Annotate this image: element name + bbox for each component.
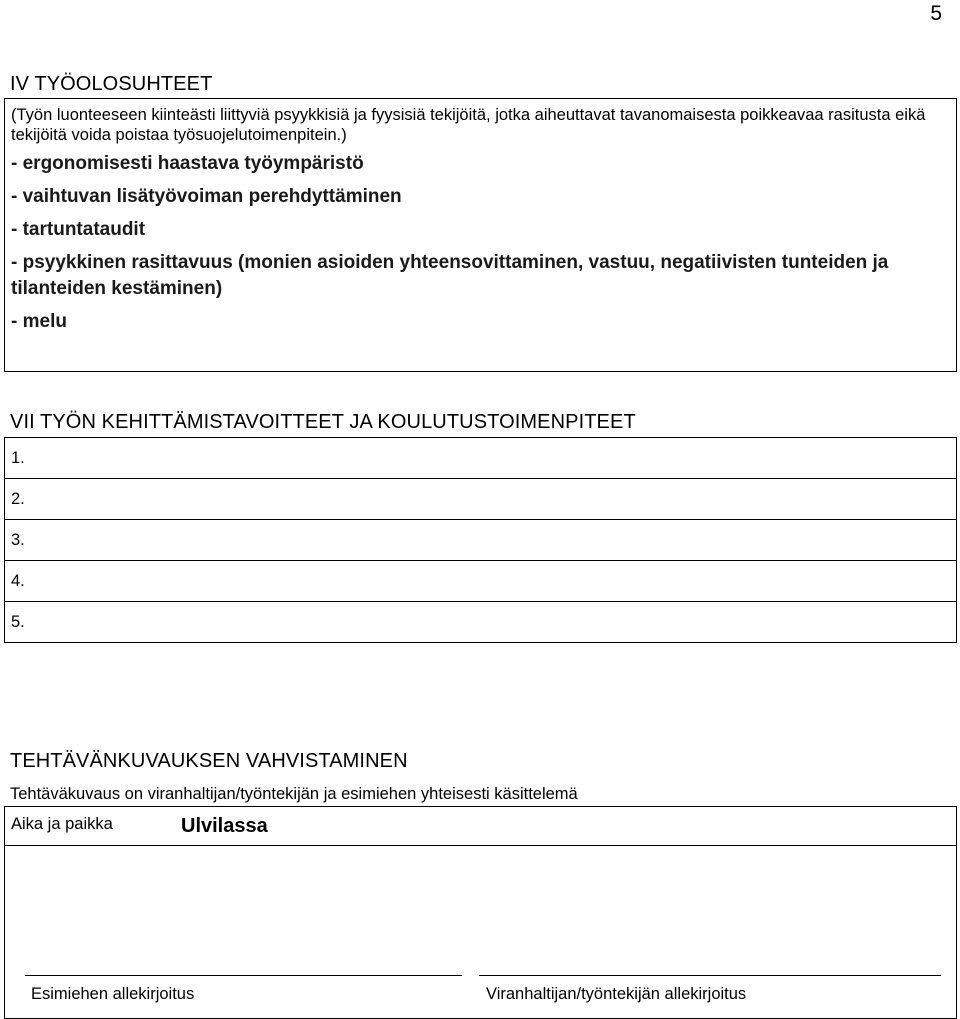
development-goal-row-1[interactable]: 1. — [4, 437, 957, 479]
list-item: - psyykkinen rasittavuus (monien asioiden yhteensovittaminen, vastuu, negatiivisten tunteiden ja tilanteiden kestäminen) — [11, 252, 889, 299]
development-goal-row-4[interactable]: 4. — [4, 560, 957, 602]
page-number: 5 — [930, 2, 942, 25]
employee-signature-label: Viranhaltijan/työntekijän allekirjoitus — [486, 985, 747, 1003]
supervisor-signature-label: Esimiehen allekirjoitus — [31, 985, 195, 1003]
working-conditions-intro: (Työn luonteeseen kiinteästi liittyviä psyykkisiä ja fyysisiä tekijöitä, jotka aiheuttavat tavanomaisesta poikkeavaa rasitusta eikä tekijöitä voida poistaa työsuojelutoimenpitein.) — [11, 106, 926, 144]
time-and-place-field[interactable] — [4, 806, 957, 846]
list-item: - vaihtuvan lisätyövoiman perehdyttäminen — [11, 186, 402, 207]
time-and-place-label: Aika ja paikka — [11, 815, 113, 833]
confirmation-title: TEHTÄVÄNKUVAUKSEN VAHVISTAMINEN — [10, 750, 408, 772]
list-item: - tartuntataudit — [11, 219, 146, 240]
supervisor-signature-line[interactable] — [25, 975, 462, 976]
development-goal-row-2[interactable]: 2. — [4, 478, 957, 520]
development-goal-row-3[interactable]: 3. — [4, 519, 957, 561]
development-goal-row-5[interactable]: 5. — [4, 601, 957, 643]
section-vii-title: VII TYÖN KEHITTÄMISTAVOITTEET JA KOULUTUSTOIMENPITEET — [10, 411, 636, 433]
working-conditions-box — [4, 98, 957, 372]
employee-signature-line[interactable] — [479, 975, 941, 976]
time-and-place-value: Ulvilassa — [181, 815, 268, 837]
list-item: - melu — [11, 311, 67, 332]
list-item: - ergonomisesti haastava työympäristö — [11, 153, 364, 174]
confirmation-subtitle: Tehtäväkuvaus on viranhaltijan/työntekijän ja esimiehen yhteisesti käsittelemä — [10, 785, 578, 803]
section-iv-title: IV TYÖOLOSUHTEET — [10, 73, 213, 95]
working-conditions-list — [11, 151, 950, 335]
signature-box — [4, 845, 957, 1019]
